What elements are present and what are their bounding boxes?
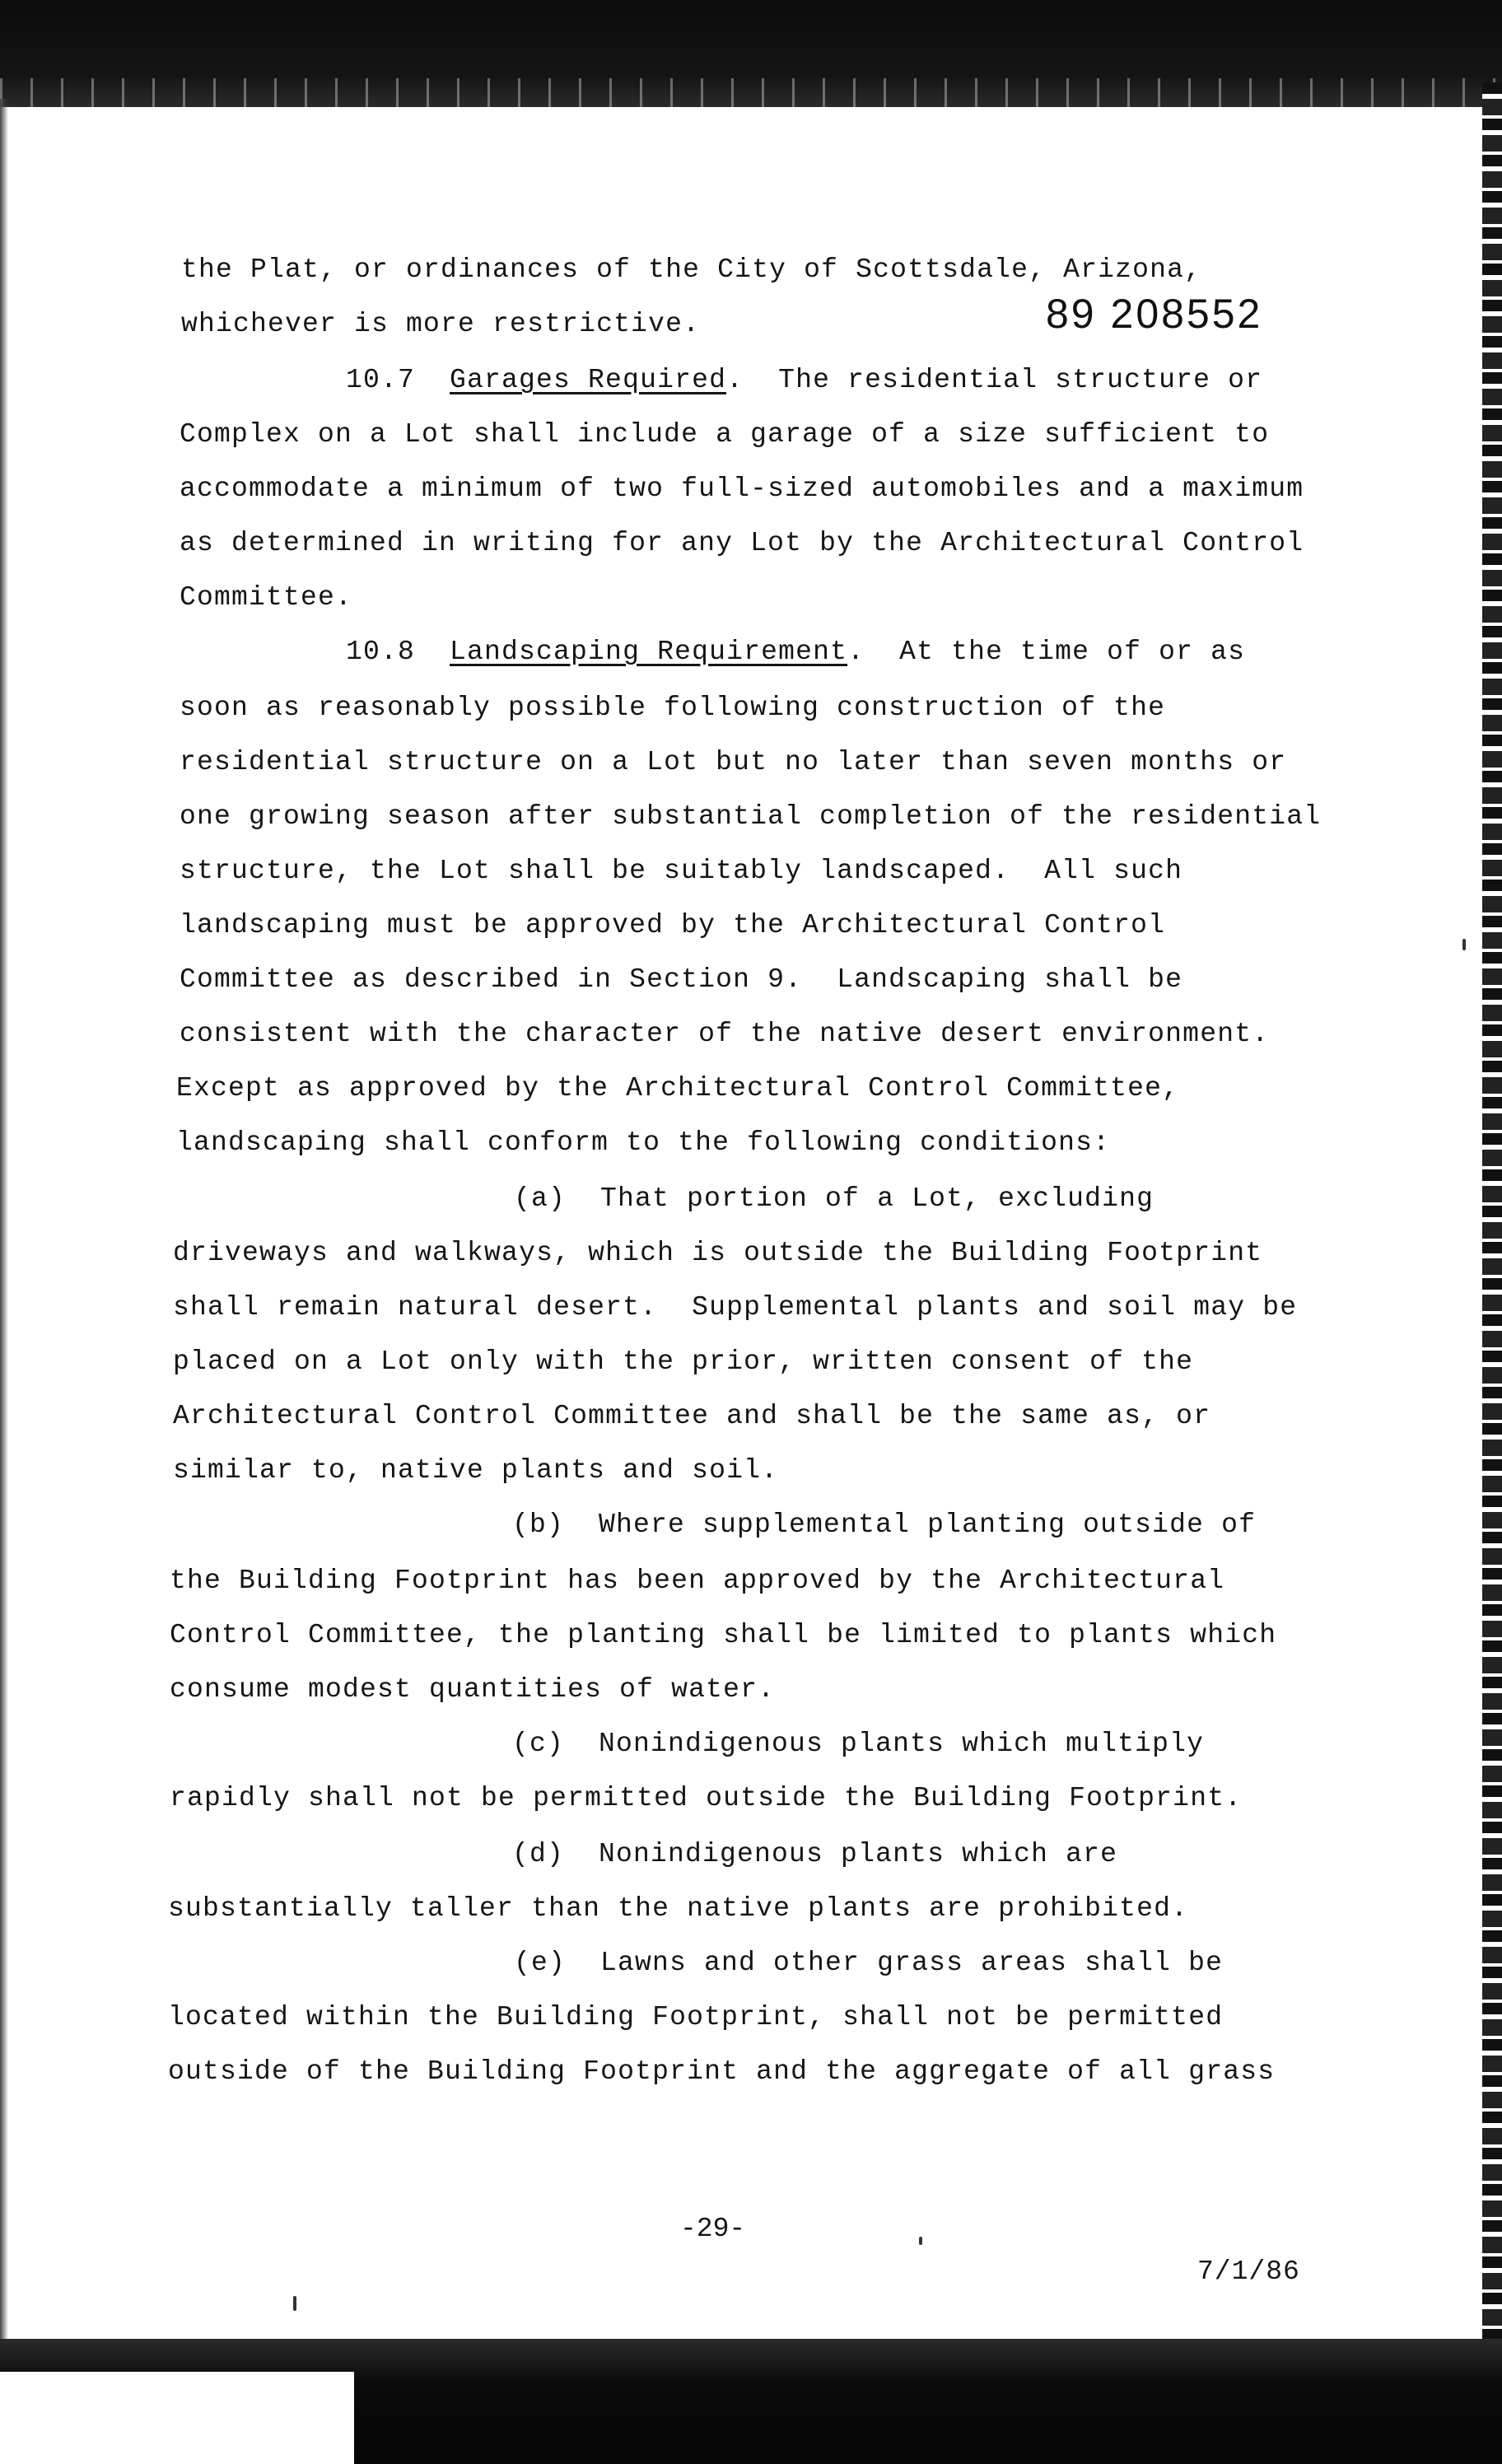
- body-text-line: Committee as described in Section 9. Landscaping shall be: [180, 964, 1183, 995]
- body-text-line: rapidly shall not be permitted outside the Building Footprint.: [170, 1783, 1243, 1813]
- section-heading: Garages Required: [450, 365, 727, 395]
- section-number: 10.8: [346, 637, 450, 667]
- body-text-line: residential structure on a Lot but no later than seven months or: [180, 747, 1287, 777]
- section-text: . The residential structure or: [726, 365, 1263, 395]
- body-text-line: consume modest quantities of water.: [170, 1674, 776, 1705]
- body-text-line: consistent with the character of the native desert environment.: [180, 1019, 1270, 1049]
- section-number: 10.7: [346, 365, 450, 395]
- body-text-line: (b) Where supplemental planting outside of: [512, 1510, 1257, 1540]
- body-text-line: [346, 364, 1262, 397]
- document-date: 7/1/86: [1197, 2256, 1300, 2287]
- body-text-line: [346, 636, 1245, 669]
- body-text-line: Control Committee, the planting shall be limited to plants which: [170, 1620, 1277, 1650]
- body-text-line: the Plat, or ordinances of the City of Scottsdale, Arizona,: [181, 254, 1202, 285]
- page-number: -29-: [680, 2214, 746, 2244]
- body-text-line: landscaping shall conform to the following conditions:: [176, 1127, 1111, 1158]
- body-text-line: (e) Lawns and other grass areas shall be: [514, 1948, 1224, 1978]
- body-text-line: located within the Building Footprint, shall not be permitted: [168, 2002, 1224, 2032]
- body-text-line: placed on a Lot only with the prior, written consent of the: [173, 1346, 1194, 1377]
- body-text-line: as determined in writing for any Lot by the Architectural Control: [180, 528, 1304, 558]
- body-text-line: shall remain natural desert. Supplemental plants and soil may be: [173, 1292, 1298, 1323]
- document-number: 89 208552: [1046, 291, 1263, 337]
- body-text-line: driveways and walkways, which is outside the Building Footprint: [173, 1238, 1263, 1268]
- body-text-line: Architectural Control Committee and shall be the same as, or: [173, 1401, 1211, 1431]
- body-text-line: one growing season after substantial completion of the residential: [180, 801, 1322, 832]
- body-text-line: substantially taller than the native plants are prohibited.: [168, 1893, 1189, 1924]
- body-text-line: similar to, native plants and soil.: [173, 1455, 779, 1486]
- section-text: . At the time of or as: [847, 637, 1246, 667]
- body-text-line: (c) Nonindigenous plants which multiply: [512, 1729, 1205, 1759]
- body-text-line: landscaping must be approved by the Architectural Control: [180, 910, 1166, 940]
- body-text-line: Except as approved by the Architectural Control Committee,: [176, 1073, 1180, 1104]
- body-text-line: Complex on a Lot shall include a garage of a size sufficient to: [180, 419, 1270, 450]
- body-text-line: (d) Nonindigenous plants which are: [512, 1839, 1118, 1869]
- body-text-line: outside of the Building Footprint and the aggregate of all grass: [168, 2056, 1276, 2087]
- section-heading: Landscaping Requirement: [450, 637, 848, 667]
- body-text-line: accommodate a minimum of two full-sized automobiles and a maximum: [180, 474, 1304, 504]
- body-text-line: soon as reasonably possible following construction of the: [180, 693, 1166, 723]
- body-text-line: (a) That portion of a Lot, excluding: [514, 1183, 1154, 1214]
- body-text-line: Committee.: [180, 582, 353, 613]
- body-text-line: whichever is more restrictive.: [181, 309, 701, 339]
- body-text-line: the Building Footprint has been approved by the Architectural: [170, 1566, 1225, 1596]
- body-text-line: structure, the Lot shall be suitably landscaped. All such: [180, 856, 1183, 886]
